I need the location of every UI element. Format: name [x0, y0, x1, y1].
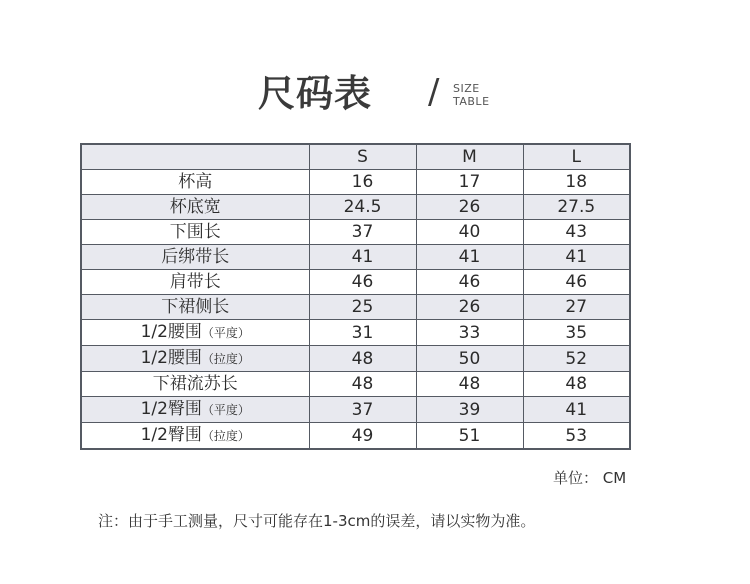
- table-row: [81, 270, 630, 295]
- size-value-cell: 43: [523, 220, 630, 245]
- table-header-row: [81, 144, 630, 170]
- size-table: [80, 143, 631, 450]
- size-value-cell: 48: [309, 346, 416, 372]
- table-row: [81, 397, 630, 423]
- column-header-label: [81, 144, 309, 170]
- size-value-cell: 52: [523, 346, 630, 372]
- size-value-cell: 25: [309, 295, 416, 320]
- table-row: [81, 170, 630, 195]
- size-value-cell: 50: [416, 346, 523, 372]
- size-value-cell: 18: [523, 170, 630, 195]
- table-row: [81, 423, 630, 450]
- size-value-cell: 46: [309, 270, 416, 295]
- size-value-cell: 46: [416, 270, 523, 295]
- table-row: [81, 245, 630, 270]
- row-label: [81, 397, 309, 423]
- size-value-cell: 35: [523, 320, 630, 346]
- size-value-cell: 51: [416, 423, 523, 450]
- size-value-cell: 39: [416, 397, 523, 423]
- table-row: [81, 220, 630, 245]
- table-row: [81, 320, 630, 346]
- row-label-text: 下围长: [169, 222, 221, 242]
- size-value-cell: 49: [309, 423, 416, 450]
- table-row: [81, 372, 630, 397]
- size-value-cell: 40: [416, 220, 523, 245]
- size-value-cell: 48: [523, 372, 630, 397]
- size-value-cell: 46: [523, 270, 630, 295]
- size-value-cell: 41: [523, 245, 630, 270]
- row-label-note: （拉度）: [201, 429, 250, 443]
- row-label-text: 肩带长: [169, 272, 221, 292]
- page-title: 尺码表: [258, 72, 372, 115]
- row-label: [81, 170, 309, 195]
- title-divider: /: [428, 72, 440, 112]
- size-value-cell: 26: [416, 195, 523, 220]
- table-row: [81, 295, 630, 320]
- size-value-cell: 53: [523, 423, 630, 450]
- column-header-m: M: [416, 144, 523, 170]
- row-label-text: 后绑带长: [161, 247, 230, 267]
- row-label: [81, 195, 309, 220]
- size-value-cell: 31: [309, 320, 416, 346]
- size-value-cell: 17: [416, 170, 523, 195]
- row-label-text: 1/2腰围: [140, 322, 202, 342]
- row-label-text: 1/2腰围: [140, 348, 202, 368]
- row-label: [81, 245, 309, 270]
- row-label-text: 下裙侧长: [161, 297, 230, 317]
- size-value-cell: 41: [523, 397, 630, 423]
- size-value-cell: 16: [309, 170, 416, 195]
- size-value-cell: 27.5: [523, 195, 630, 220]
- row-label-text: 下裙流苏长: [152, 374, 238, 394]
- subtitle-line-2: TABLE: [453, 95, 490, 108]
- size-value-cell: 26: [416, 295, 523, 320]
- size-value-cell: 41: [416, 245, 523, 270]
- size-value-cell: 41: [309, 245, 416, 270]
- size-value-cell: 27: [523, 295, 630, 320]
- title-subtitle: [453, 82, 490, 108]
- row-label: [81, 220, 309, 245]
- row-label: [81, 372, 309, 397]
- footnote: 注：由于手工测量，尺寸可能存在1-3cm的误差，请以实物为准。: [98, 512, 536, 530]
- size-value-cell: 33: [416, 320, 523, 346]
- size-value-cell: 37: [309, 397, 416, 423]
- row-label-text: 1/2臀围: [140, 399, 202, 419]
- row-label-note: （平度）: [201, 403, 250, 417]
- row-label: [81, 423, 309, 450]
- row-label-note: （平度）: [201, 326, 250, 340]
- row-label: [81, 346, 309, 372]
- row-label-text: 1/2臀围: [140, 425, 202, 445]
- table-row: [81, 346, 630, 372]
- column-header-s: S: [309, 144, 416, 170]
- size-value-cell: 24.5: [309, 195, 416, 220]
- row-label: [81, 270, 309, 295]
- table-row: [81, 195, 630, 220]
- row-label-text: 杯底宽: [169, 197, 221, 217]
- row-label-note: （拉度）: [201, 352, 250, 366]
- size-value-cell: 37: [309, 220, 416, 245]
- unit-label: 单位： CM: [553, 469, 627, 487]
- size-value-cell: 48: [309, 372, 416, 397]
- row-label: [81, 320, 309, 346]
- subtitle-line-1: SIZE: [453, 82, 480, 95]
- row-label-text: 杯高: [178, 172, 213, 192]
- column-header-l: L: [523, 144, 630, 170]
- row-label: [81, 295, 309, 320]
- size-value-cell: 48: [416, 372, 523, 397]
